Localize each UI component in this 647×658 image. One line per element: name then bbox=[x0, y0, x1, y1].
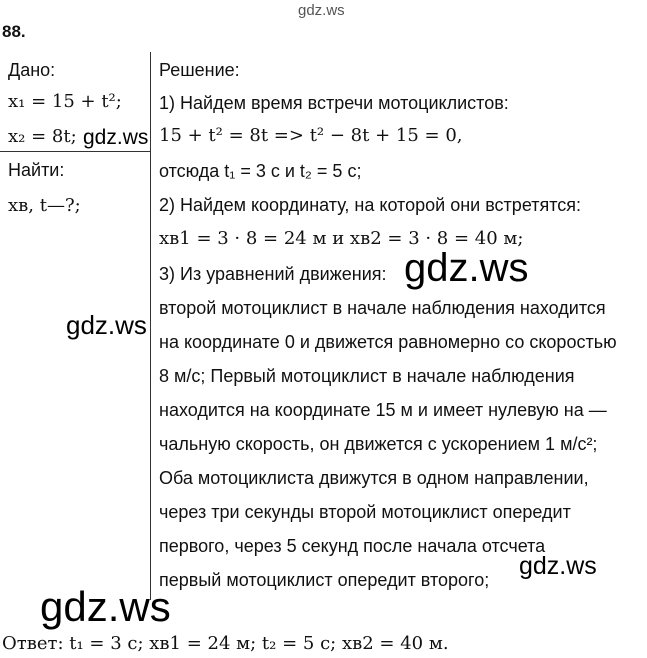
given-equation-1: x₁ = 15 + t²; bbox=[8, 91, 122, 112]
solution-line: через три секунды второй мотоциклист опередит bbox=[159, 502, 571, 522]
watermark: gdz.ws bbox=[40, 583, 171, 630]
solution-header: Решение: bbox=[159, 60, 240, 80]
solution-line: на координате 0 и движется равномерно со скоростью bbox=[159, 332, 617, 352]
watermark-top: gdz.ws bbox=[298, 2, 345, 19]
solution-line: первого, через 5 секунд после начала отсчета bbox=[159, 536, 546, 556]
solution-line: 2) Найдем координату, на которой они встретятся: bbox=[159, 195, 582, 215]
solution-line: 8 м/с; Первый мотоциклист в начале наблюдения bbox=[159, 366, 575, 386]
problem-number: 88. bbox=[2, 22, 26, 41]
solution-line: 1) Найдем время встречи мотоциклистов: bbox=[159, 93, 509, 113]
find-header: Найти: bbox=[8, 160, 65, 180]
solution-line: 15 + t² = 8t => t² − 8t + 15 = 0, bbox=[159, 125, 463, 146]
watermark: gdz.ws bbox=[519, 552, 597, 580]
solution-line: находится на координате 15 м и имеет нулевую на — bbox=[159, 400, 607, 420]
solution-line: xв1 = 3 · 8 = 24 м и xв2 = 3 · 8 = 40 м; bbox=[159, 228, 524, 249]
solution-line: Оба мотоциклиста движутся в одном направлении, bbox=[159, 468, 589, 488]
solution-line: отсюда t₁ = 3 с и t₂ = 5 с; bbox=[159, 161, 362, 181]
solution-line: чальную скорость, он движется с ускорением 1 м/с²; bbox=[159, 434, 598, 454]
given-header: Дано: bbox=[8, 60, 56, 80]
watermark: gdz.ws bbox=[66, 310, 147, 340]
horizontal-divider bbox=[0, 151, 151, 152]
given-equation-2: x₂ = 8t; bbox=[8, 126, 77, 147]
answer-line: Ответ: t₁ = 3 с; xв1 = 24 м; t₂ = 5 с; xв2 = 40 м. bbox=[2, 633, 449, 654]
solution-line: первый мотоциклист опередит второго; bbox=[159, 570, 490, 590]
watermark: gdz.ws bbox=[83, 126, 149, 149]
solution-line: второй мотоциклист в начале наблюдения находится bbox=[159, 298, 606, 318]
find-unknowns: xв, t—?; bbox=[8, 195, 81, 216]
solution-line: 3) Из уравнений движения: bbox=[159, 264, 387, 284]
watermark: gdz.ws bbox=[404, 246, 529, 290]
vertical-divider bbox=[150, 52, 151, 600]
